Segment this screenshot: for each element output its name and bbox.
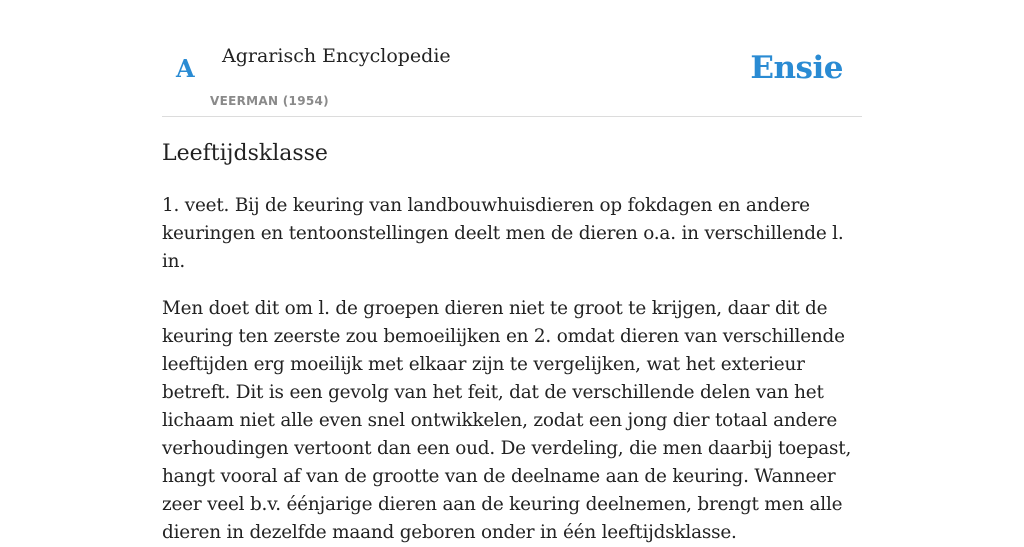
article-headword: Leeftijdsklasse xyxy=(162,141,328,166)
source-title-link[interactable]: Agrarisch Encyclopedie xyxy=(222,45,451,67)
page-header xyxy=(162,0,862,117)
brand-logo-link[interactable]: Ensie xyxy=(750,50,843,86)
article-paragraph: 1. veet. Bij de keuring van landbouwhuisdieren op fokdagen en andere keuringen en tentoonstellingen deelt men de dieren o.a. in verschillende l. in. xyxy=(162,195,844,272)
article-paragraph: Men doet dit om l. de groepen dieren niet te groot te krijgen, daar dit de keuring ten zeerste zou bemoeilijken en 2. omdat dieren van verschillende leeftijden erg moeilijk met elkaar zijn te vergelijken, wat het exterieur betreft. Dit is een gevolg van het feit, dat de verschillende delen van het lichaam niet alle even snel ontwikkelen, zodat een jong dier totaal andere verhoudingen vertoont dan een oud. De verdeling, die men daarbij toepast, hangt vooral af van de grootte van de deelname aan de keuring. Wanneer zeer veel b.v. éénjarige dieren aan de keuring deelnemen, brengt men alle dieren in dezelfde maand geboren onder in één leeftijdsklasse. xyxy=(162,298,852,543)
source-logo-letter[interactable]: A xyxy=(176,54,195,83)
article-body xyxy=(162,138,862,547)
source-author-link[interactable]: VEERMAN (1954) xyxy=(210,94,329,108)
